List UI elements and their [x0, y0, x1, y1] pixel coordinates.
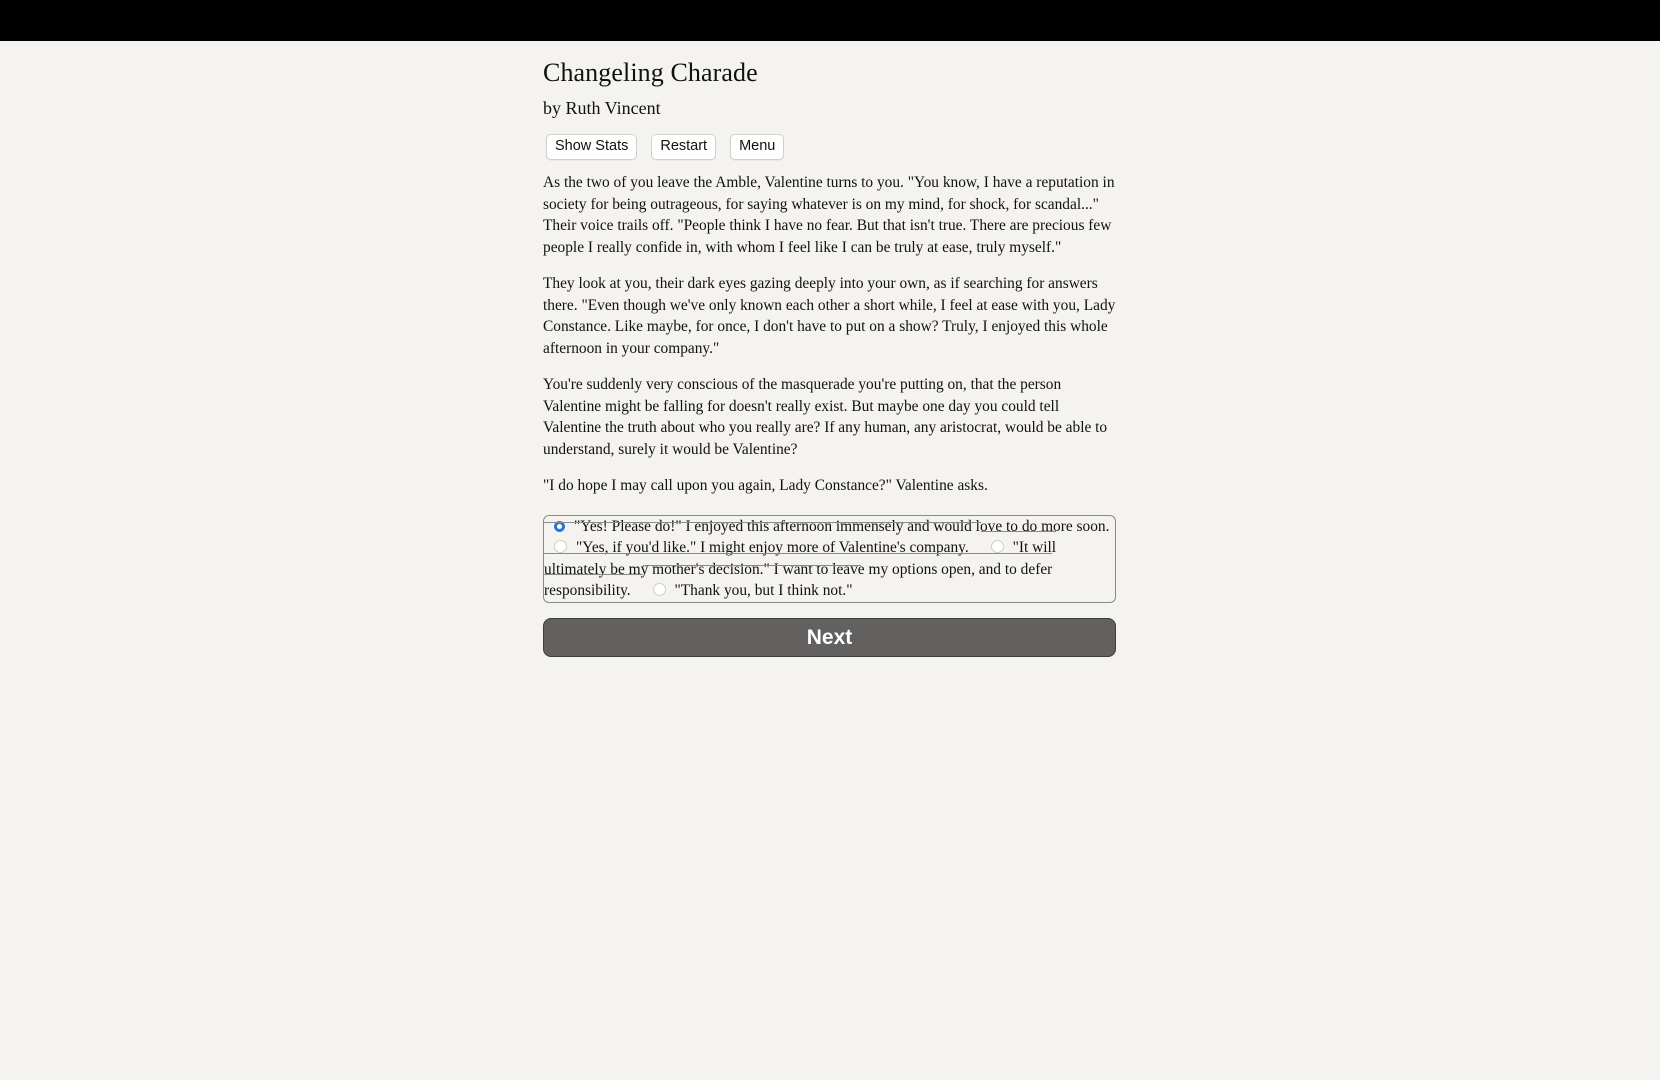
radio-unselected-icon[interactable] [991, 540, 1004, 553]
story-paragraph: "I do hope I may call upon you again, Lady Constance?" Valentine asks. [543, 477, 988, 494]
next-button[interactable]: Next [543, 618, 1116, 657]
story-paragraph: As the two of you leave the Amble, Valentine turns to you. "You know, I have a reputation in society for being outrageous, for saying whatever is on my mind, for shock, for scandal..." Their voice trails off. "People think I have no fear. But that isn't true. There are precious few people I really confide in, with whom I feel like I can be truly at ease, truly myself." [543, 174, 1115, 256]
radio-unselected-icon[interactable] [653, 583, 666, 596]
choice-label: "Yes, if you'd like." I might enjoy more of Valentine's company. [576, 539, 969, 556]
author-byline: by Ruth Vincent [543, 98, 661, 118]
radio-unselected-icon[interactable] [554, 540, 567, 553]
choice-label: "Yes! Please do!" I enjoyed this afternoon immensely and would love to do more soon. [574, 517, 1110, 535]
choice-option-4[interactable] [643, 565, 861, 603]
menu-button[interactable]: Menu [730, 134, 784, 160]
show-stats-button[interactable]: Show Stats [546, 134, 637, 160]
restart-button[interactable]: Restart [651, 134, 716, 160]
choice-label: "It will ultimately be my mother's decision." I want to leave my options open, and to defer responsibility. [544, 539, 1057, 599]
choice-label: "Thank you, but I think not." [674, 582, 853, 599]
game-container [543, 41, 1116, 657]
choice-list [543, 515, 1116, 603]
story-text [543, 172, 1116, 497]
top-bar [0, 0, 1660, 41]
game-title: Changeling Charade [543, 58, 758, 87]
story-paragraph: They look at you, their dark eyes gazing deeply into your own, as if searching for answers there. "Even though we've only known each other a short while, I feel at ease with you, Lady Constance. Like maybe, for once, I don't have to put on a show? Truly, I enjoyed this whole afternoon in your company." [543, 275, 1116, 357]
toolbar [543, 134, 1116, 160]
story-paragraph: You're suddenly very conscious of the masquerade you're putting on, that the person Valentine might be falling for doesn't really exist. But maybe one day you could tell Valentine the truth about who you really are? If any human, any aristocrat, would be able to understand, surely it would be Valentine? [543, 376, 1108, 458]
